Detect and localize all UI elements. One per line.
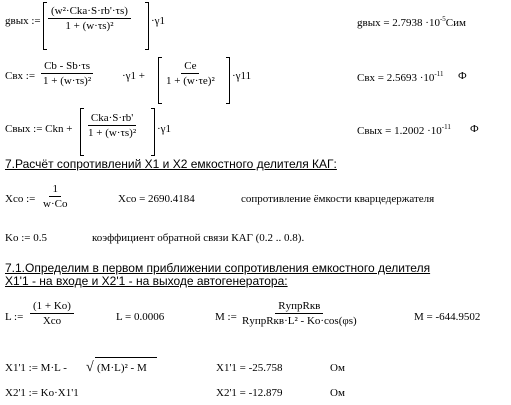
L-denominator: Xco xyxy=(42,315,62,328)
cvh-fraction-1 xyxy=(40,60,94,87)
ko-lhs: Ko := 0.5 xyxy=(5,232,47,244)
gvyh-numerator: (w²·Cka·S·rb'·τs) xyxy=(48,5,131,19)
bracket-right xyxy=(145,2,149,50)
x21-unit: Ом xyxy=(330,387,345,399)
x11-result: X1'1 = -25.758 xyxy=(216,362,283,374)
M-result: M = -644.9502 xyxy=(414,311,481,323)
cvyh-numerator: Cka·S·rb' xyxy=(88,112,136,126)
xco-lhs: Xco := xyxy=(5,193,36,205)
xco-denominator: w·Co xyxy=(43,198,68,211)
cvh-result-exp: -11 xyxy=(434,70,444,78)
L-lhs: L := xyxy=(5,311,24,323)
cvh-mid: ·γ1 + xyxy=(122,70,145,82)
cvh-denominator-1: 1 + (w·τs)² xyxy=(43,75,92,88)
x11-unit: Ом xyxy=(330,362,345,374)
cvyh-result-unit: Ф xyxy=(470,123,479,135)
section-heading-7-1-line2: X1'1 - на входе и X2'1 - на выходе автогенератора: xyxy=(5,274,288,288)
x21-result: X2'1 = -12.879 xyxy=(216,387,283,399)
cvh-denominator-2: 1 + (w·τe)² xyxy=(166,75,215,88)
cvh-fraction-2 xyxy=(163,60,218,87)
section-heading-7: 7.Расчёт сопротивлений X1 и X2 емкостного делителя КАГ: xyxy=(5,157,337,171)
L-fraction xyxy=(30,300,74,327)
M-lhs: M := xyxy=(215,311,237,323)
M-numerator: RупрRкв xyxy=(275,300,323,314)
cvyh-tail: ·γ1 xyxy=(157,123,172,135)
gvyh-result-unit: Сим xyxy=(445,17,466,29)
cvh-result xyxy=(357,71,443,84)
gvyh-result-exp: -5 xyxy=(439,15,446,23)
bracket-left xyxy=(43,2,47,50)
x11-radicand: (M·L)² - M xyxy=(97,362,147,374)
ko-comment: коэффициент обратной связи КАГ (0.2 .. 0.8). xyxy=(92,232,305,244)
bracket-right xyxy=(151,108,155,156)
bracket-right xyxy=(226,57,230,104)
bracket-left xyxy=(80,108,84,156)
section-heading-7-1-line1: 7.1.Определим в первом приближении сопротивления емкостного делителя xyxy=(5,261,431,275)
cvh-numerator-2: Ce xyxy=(181,60,199,74)
xco-numerator: 1 xyxy=(49,183,61,197)
L-numerator: (1 + Ko) xyxy=(30,300,74,314)
xco-comment: сопротивление ёмкости кварцедержателя xyxy=(241,193,435,205)
x21-lhs: X2'1 := Ko·X1'1 xyxy=(5,387,79,399)
cvh-result-unit: Ф xyxy=(458,70,467,82)
cvh-tail: ·γ11 xyxy=(232,70,252,82)
xco-fraction xyxy=(40,183,70,210)
cvh-result-value: Cвх = 2.5693 ·10 xyxy=(357,72,435,84)
xco-result: Xco = 2690.4184 xyxy=(118,193,195,205)
M-fraction xyxy=(239,300,360,327)
cvyh-denominator: 1 + (w·τs)² xyxy=(88,127,137,140)
sqrt-bar xyxy=(95,357,157,358)
gvyh-result xyxy=(357,16,466,29)
cvyh-fraction xyxy=(85,112,139,139)
gvyh-fraction xyxy=(48,5,131,32)
cvh-lhs: Cвх := xyxy=(5,70,36,82)
cvyh-result-exp: -11 xyxy=(441,123,451,131)
bracket-left xyxy=(158,57,162,104)
x11-lhs: X1'1 := M·L - xyxy=(5,362,67,374)
cvyh-result xyxy=(357,124,451,137)
cvyh-result-value: Cвых = 1.2002 ·10 xyxy=(357,125,442,137)
cvyh-lhs: Cвых := Ckn + xyxy=(5,123,73,135)
sqrt-icon: √ xyxy=(86,360,94,375)
gvyh-result-value: gвых = 2.7938 ·10 xyxy=(357,17,440,29)
cvh-numerator-1: Cb - Sb·τs xyxy=(41,60,93,74)
gvyh-denominator: 1 + (w·τs)² xyxy=(65,20,114,33)
L-result: L = 0.0006 xyxy=(116,311,165,323)
M-denominator: RупрRкв·L² - Ko·cos(φs) xyxy=(242,315,357,328)
gvyh-lhs: gвых := xyxy=(5,15,41,27)
gvyh-tail: ·γ1 xyxy=(151,15,166,27)
